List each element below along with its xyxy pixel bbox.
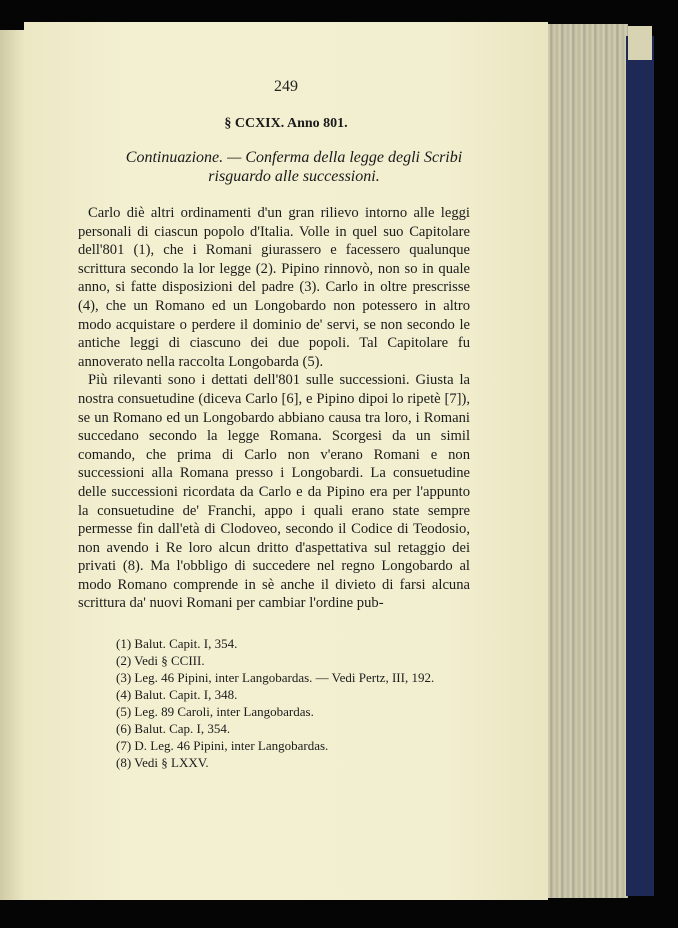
- cover-corner: [628, 26, 652, 60]
- facing-page-edge: [0, 30, 24, 900]
- footnote: (6) Balut. Cap. I, 354.: [116, 721, 231, 737]
- paragraph: Carlo diè altri ordinamenti d'un gran rilievo intorno alle leggi personali di ciascun popolo d'Italia. Volle in quel suo Capitolare dell'801 (1), che i Romani giurassero e facessero qualunque scrittura secondo la lor legge (2). Pipino rinnovò, non so in quale anno, si fatte disposizioni del padre (3). Carlo in oltre prescrisse (4), che un Romano ed un Longobardo non potessero in altro modo acquistare o perdere il dominio de' servi, se non secondo le antiche leggi di ciascuno dei due popoli. Tal Capitolare fu annoverato nella raccolta Longobarda (5).: [78, 205, 470, 370]
- footnote: (5) Leg. 89 Caroli, inter Langobardas.: [116, 704, 314, 720]
- section-subtitle: Continuazione. — Conferma della legge degli Scribi risguardo alle successioni.: [125, 149, 463, 185]
- page-edges: [546, 24, 628, 898]
- footnote: (8) Vedi § LXXV.: [116, 755, 209, 771]
- footnote: (1) Balut. Capit. I, 354.: [116, 636, 238, 652]
- footnote: (4) Balut. Capit. I, 348.: [116, 687, 238, 703]
- footnotes: [78, 635, 470, 771]
- paragraph: Più rilevanti sono i dettati dell'801 sulle successioni. Giusta la nostra consuetudine (diceva Carlo [6], e Pipino dipoi lo ripetè [7]), se un Romano ed un Longobardo abbiano causa tra loro, i Romani succedano secondo la legge Romana. Scorgesi da un simil comando, che prima di Carlo non v'erano Romani e non successioni alla Romana presso i Longobardi. La consuetudine delle successioni ricordata da Carlo e da Pipino era per l'appunto la consuetudine de' Franchi, appo i quali erano state sempre permesse fin dall'età di Clodoveo, secondo il Codice di Teodosio, non avendo i Re loro alcun dritto d'aspettativa sul retaggio dei privati (8). Ma l'obbligo di succedere nel regno Longobardo al modo Romano comprende in sè anche il divieto di farsi alcuna scrittura da' nuovi Romani per cambiar l'ordine pub-: [78, 372, 470, 612]
- book-cover: [626, 36, 654, 896]
- text-column: [78, 204, 470, 771]
- body-text: [78, 204, 470, 613]
- footnote: (7) D. Leg. 46 Pipini, inter Langobardas.: [116, 738, 329, 754]
- page-number: 249: [274, 78, 298, 95]
- footnote: (2) Vedi § CCIII.: [116, 653, 205, 669]
- section-heading: § CCXIX. Anno 801.: [224, 116, 348, 131]
- footnote: (3) Leg. 46 Pipini, inter Langobardas. — Vedi Pertz, III, 192.: [116, 670, 435, 686]
- book-page: [24, 22, 548, 900]
